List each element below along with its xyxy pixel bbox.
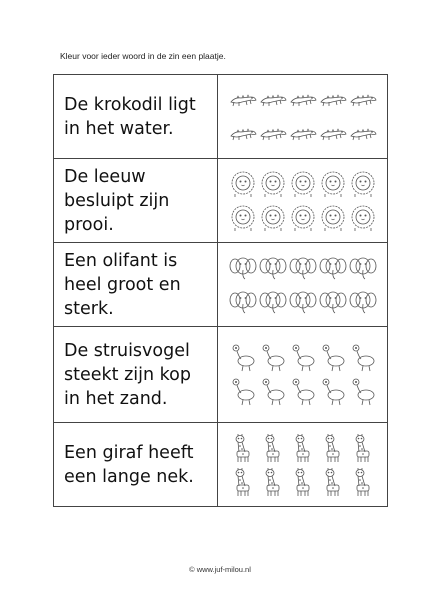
worksheet-row xyxy=(54,327,388,423)
lion-icon[interactable] xyxy=(349,169,377,199)
worksheet-row xyxy=(54,75,388,159)
elephant-icon[interactable] xyxy=(259,253,287,283)
crocodile-icon[interactable] xyxy=(259,85,287,115)
elephant-icon[interactable] xyxy=(229,253,257,283)
giraffe-icon[interactable] xyxy=(319,467,347,497)
giraffe-icon[interactable] xyxy=(349,467,377,497)
elephant-icon[interactable] xyxy=(319,287,347,317)
giraffe-icon[interactable] xyxy=(289,467,317,497)
instruction-text: Kleur voor ieder woord in de zin een plaatje. xyxy=(60,51,226,61)
worksheet-table xyxy=(53,74,388,507)
crocodile-icon[interactable] xyxy=(319,85,347,115)
sentence-cell xyxy=(54,423,218,507)
elephant-icon[interactable] xyxy=(259,287,287,317)
crocodile-icon[interactable] xyxy=(229,119,257,149)
lion-icon[interactable] xyxy=(349,203,377,233)
crocodile-icon[interactable] xyxy=(349,85,377,115)
lion-icon[interactable] xyxy=(289,203,317,233)
picture-grid xyxy=(218,343,387,407)
sentence-text: Een olifant is heel groot en sterk. xyxy=(64,250,181,319)
giraffe-icon[interactable] xyxy=(289,433,317,463)
lion-icon[interactable] xyxy=(319,203,347,233)
crocodile-icon[interactable] xyxy=(289,85,317,115)
ostrich-icon[interactable] xyxy=(319,377,347,407)
giraffe-icon[interactable] xyxy=(319,433,347,463)
giraffe-icon[interactable] xyxy=(349,433,377,463)
lion-icon[interactable] xyxy=(319,169,347,199)
giraffe-icon[interactable] xyxy=(229,467,257,497)
sentence-cell xyxy=(54,243,218,327)
crocodile-icon[interactable] xyxy=(259,119,287,149)
worksheet-row xyxy=(54,159,388,243)
elephant-icon[interactable] xyxy=(349,253,377,283)
elephant-icon[interactable] xyxy=(349,287,377,317)
footer-copyright: © www.juf-milou.nl xyxy=(189,565,251,574)
picture-grid xyxy=(218,253,387,317)
ostrich-icon[interactable] xyxy=(289,343,317,373)
crocodile-icon[interactable] xyxy=(229,85,257,115)
picture-grid xyxy=(218,433,387,497)
elephant-icon[interactable] xyxy=(289,253,317,283)
picture-cell xyxy=(218,243,388,327)
picture-grid xyxy=(218,85,387,149)
sentence-text: Een giraf heeft een lange nek. xyxy=(64,442,194,487)
lion-icon[interactable] xyxy=(229,169,257,199)
sentence-cell xyxy=(54,159,218,243)
giraffe-icon[interactable] xyxy=(259,433,287,463)
elephant-icon[interactable] xyxy=(319,253,347,283)
ostrich-icon[interactable] xyxy=(229,377,257,407)
lion-icon[interactable] xyxy=(259,203,287,233)
lion-icon[interactable] xyxy=(259,169,287,199)
giraffe-icon[interactable] xyxy=(259,467,287,497)
ostrich-icon[interactable] xyxy=(319,343,347,373)
picture-cell xyxy=(218,75,388,159)
picture-cell xyxy=(218,159,388,243)
ostrich-icon[interactable] xyxy=(289,377,317,407)
lion-icon[interactable] xyxy=(229,203,257,233)
crocodile-icon[interactable] xyxy=(289,119,317,149)
ostrich-icon[interactable] xyxy=(349,343,377,373)
crocodile-icon[interactable] xyxy=(349,119,377,149)
picture-cell xyxy=(218,327,388,423)
crocodile-icon[interactable] xyxy=(319,119,347,149)
picture-grid xyxy=(218,169,387,233)
picture-cell xyxy=(218,423,388,507)
elephant-icon[interactable] xyxy=(229,287,257,317)
sentence-text: De krokodil ligt in het water. xyxy=(64,94,196,139)
worksheet-row xyxy=(54,243,388,327)
sentence-text: De leeuw besluipt zijn prooi. xyxy=(64,166,170,235)
ostrich-icon[interactable] xyxy=(259,343,287,373)
worksheet-row xyxy=(54,423,388,507)
ostrich-icon[interactable] xyxy=(349,377,377,407)
ostrich-icon[interactable] xyxy=(259,377,287,407)
elephant-icon[interactable] xyxy=(289,287,317,317)
ostrich-icon[interactable] xyxy=(229,343,257,373)
lion-icon[interactable] xyxy=(289,169,317,199)
giraffe-icon[interactable] xyxy=(229,433,257,463)
sentence-cell xyxy=(54,75,218,159)
sentence-text: De struisvogel steekt zijn kop in het zand. xyxy=(64,340,191,409)
sentence-cell xyxy=(54,327,218,423)
